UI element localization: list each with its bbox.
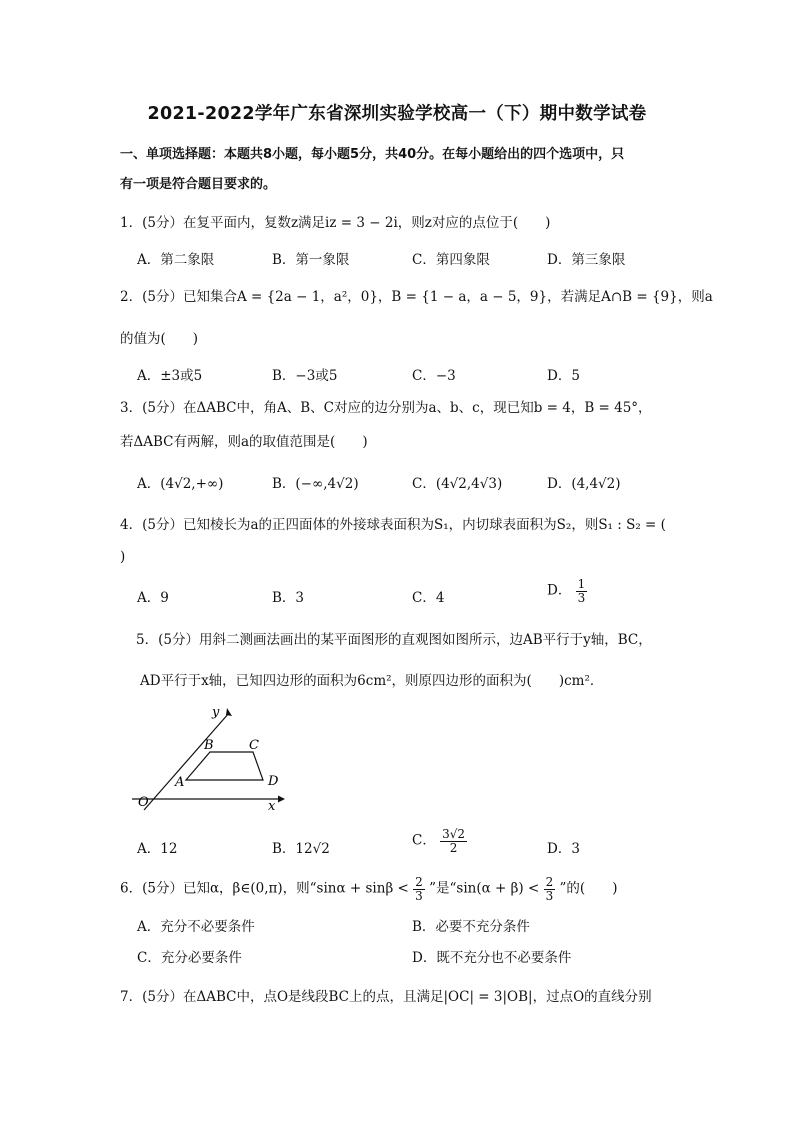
q3-option-a: A．(4√2,+∞)	[137, 476, 224, 492]
q2-option-b: B．−3或5	[272, 368, 338, 384]
q6-option-c: C．充分必要条件	[137, 950, 242, 966]
fraction-denominator: 2	[449, 840, 458, 855]
fraction-numerator: 2	[545, 875, 554, 889]
label-b: B	[204, 738, 214, 753]
section-heading	[120, 140, 680, 200]
label-c: C	[249, 738, 259, 753]
q6-stem-part-b: ”是“sin(α + β) <	[429, 880, 540, 897]
q2-option-d: D．5	[547, 368, 580, 384]
label-o: O	[138, 795, 149, 810]
q2-option-c: C．−3	[412, 368, 456, 384]
q6-option-b: B．必要不充分条件	[412, 919, 530, 935]
q6-option-d: D．既不充分也不必要条件	[412, 950, 572, 966]
question-5-stem-cont: AD平行于x轴，已知四边形的面积为6cm²，则原四边形的面积为( )cm²．	[140, 673, 604, 689]
q4-option-d-label: D．	[547, 582, 572, 599]
section-heading-line-1: 一、单项选择题：本题共8小题，每小题5分，共40分。在每小题给出的四个选项中，只	[120, 147, 625, 162]
section-heading-line-2: 有一项是符合题目要求的。	[120, 177, 277, 192]
question-6-stem	[120, 876, 617, 902]
fraction-denominator: 3	[577, 590, 586, 605]
question-3-stem-cont: 若ΔABC有两解，则a的取值范围是( )	[120, 434, 368, 450]
q5-option-b: B．12√2	[272, 841, 330, 857]
fraction-denominator: 3	[545, 888, 554, 903]
question-2-stem-cont: 的值为( )	[120, 331, 199, 347]
x-axis-arrow-icon	[278, 796, 285, 803]
q5-option-c-fraction	[440, 828, 467, 854]
fraction-numerator: 3√2	[442, 827, 466, 841]
q3-option-b: B．(−∞,4√2)	[272, 476, 359, 492]
q4-option-a: A．9	[137, 590, 169, 606]
question-2-stem: 2．(5分）已知集合A = {2a − 1，a²，0}，B = {1 − a，a − 5，9}，若满足A∩B = {9}，则a	[120, 289, 713, 305]
q6-option-a: A．充分不必要条件	[137, 919, 255, 935]
question-5-stem: 5．(5分）用斜二测画法画出的某平面图形的直观图如图所示，边AB平行于y轴，BC，	[136, 632, 652, 648]
q5-option-d: D．3	[547, 841, 580, 857]
label-x: x	[268, 799, 276, 814]
exam-title: 2021-2022学年广东省深圳实验学校高一（下）期中数学试卷	[147, 104, 647, 124]
q4-option-b: B．3	[272, 590, 305, 606]
q1-option-c: C．第四象限	[412, 252, 490, 268]
oblique-projection-diagram	[132, 700, 292, 815]
question-3-stem: 3．(5分）在ΔABC中，角A、B、C对应的边分别为a、b、c，现已知b = 4，B = 45°，	[120, 400, 652, 416]
q5-option-c	[412, 828, 467, 854]
q2-option-a: A．±3或5	[137, 368, 203, 384]
question-1-stem: 1．(5分）在复平面内，复数z满足iz = 3 − 2i，则z对应的点位于( )	[120, 215, 551, 231]
q1-option-a: A．第二象限	[137, 252, 215, 268]
q3-option-d: D．(4,4√2)	[547, 476, 621, 492]
q6-stem-part-a: 6．(5分）已知α，β∈(0,π)，则“sinα + sinβ <	[120, 880, 409, 897]
y-axis	[144, 713, 229, 810]
q6-fraction-2	[544, 876, 556, 902]
fraction-denominator: 3	[415, 888, 423, 903]
label-y: y	[212, 705, 220, 720]
q5-option-a: A．12	[137, 841, 178, 857]
label-d: D	[268, 774, 279, 789]
q6-stem-part-c: ”的( )	[559, 880, 618, 897]
fraction-numerator: 2	[415, 875, 423, 889]
q1-option-d: D．第三象限	[547, 252, 626, 268]
question-4-stem-cont: )	[120, 549, 126, 565]
y-axis-arrow-icon	[226, 708, 232, 716]
fraction-numerator: 1	[577, 577, 586, 591]
question-7-stem: 7．(5分）在ΔABC中，点O是线段BC上的点，且满足|OC| = 3|OB|，过点O的直线分别	[120, 989, 652, 1005]
q4-option-c: C．4	[412, 590, 445, 606]
question-4-stem: 4．(5分）已知棱长为a的正四面体的外接球表面积为S₁，内切球表面积为S₂，则S₁ : S₂ = (	[120, 517, 666, 533]
q6-fraction-1	[413, 876, 425, 902]
q4-option-d-fraction	[576, 578, 588, 604]
q3-option-c: C．(4√2,4√3)	[412, 476, 503, 492]
q4-option-d	[547, 578, 587, 604]
q5-option-c-label: C．	[412, 832, 436, 849]
quadrilateral-abcd	[186, 752, 263, 780]
label-a: A	[175, 775, 185, 790]
q1-option-b: B．第一象限	[272, 252, 350, 268]
